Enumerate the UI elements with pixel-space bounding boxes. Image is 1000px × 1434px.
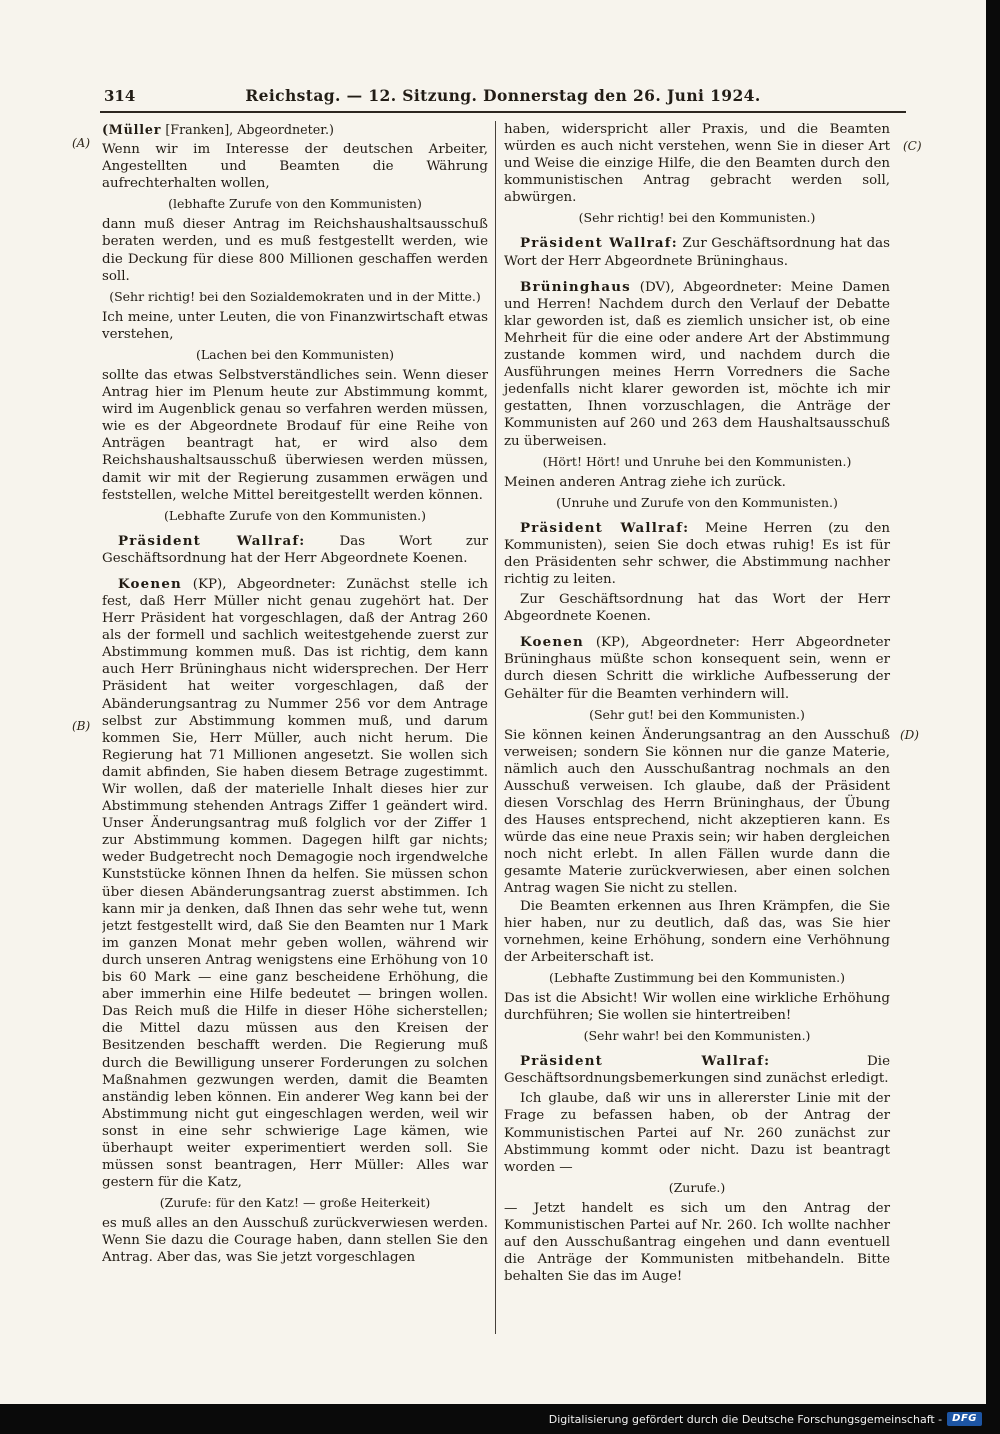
speaker-name: Brüninghaus bbox=[520, 278, 631, 295]
digitization-credit-text: Digitalisierung gefördert durch die Deutsche Forschungsgemeinschaft - bbox=[548, 1412, 943, 1426]
speech-paragraph: Koenen (KP), Abgeordneter: Zunächst stelle ich fest, daß Herr Müller nicht genau zugehört hat. Der Herr Präsident hat vorgeschlagen, daß der Antrag 260 als der formell und sachlich weitestgehende zuerst zur Abstimmung kommen muß. Das ist richtig, dem kann auch Herr Brüninghaus nicht widersprechen. Der Herr Präsident hat weiter vorgeschlagen, daß der Abänderungsantrag zu Nummer 256 vor dem Antrage selbst zur Abstimmung kommen muß, und darum kommen Sie, Herr Müller, auch nicht herum. Die Regierung hat 71 Millionen angesetzt. Sie wollen sich damit abfinden, Sie haben diesem Betrage zugestimmt. Wir wollen, daß der materielle Inhalt dieses hier zur Abstimmung stehenden Antrags Ziffer 1 geändert wird. Unser Änderungsantrag muß folglich vor der Ziffer 1 zur Abstimmung kommen. Dagegen hilft gar nichts; weder Budgetrecht noch Demagogie noch irgendwelche Kunststücke können Ihnen da helfen. Sie müssen schon über diesen Abänderungsantrag zuerst abstimmen. Ich kann mir ja denken, daß Ihnen das sehr wehe tut, wenn jetzt festgestellt wird, daß Sie den Beamten nur 1 Mark im ganzen Monat mehr geben wollen, während wir durch unseren Antrag wenigstens eine Erhöhung von 10 bis 60 Mark — eine ganz bescheidene Erhöhung, die aber immerhin eine Hilfe bedeutet — bringen wollen. Das Reich muß die Hilfe in dieser Höhe sicherstellen; die Mittel dazu müssen aus den Kreisen der Besitzenden beschafft werden. Die Regierung muß durch die Bewilligung unserer Forderungen zu solchen Maßnahmen gezwungen werden, damit die Beamten anständig leben können. Ein anderer Weg kann bei der Abstimmung nicht gut eingeschlagen werden, weil wir sonst in eine sehr schwierige Lage kämen, wie überhaupt weiter experimentiert werden soll. Sie müssen sonst beantragen, Herr Müller: Alles war gestern für die Katz, bbox=[102, 575, 488, 1191]
digitization-credit bbox=[549, 1412, 982, 1426]
speaker-continuation-note: (Müller [Franken], Abgeordneter.) bbox=[102, 122, 334, 137]
stage-direction: (lebhafte Zurufe von den Kommunisten) bbox=[168, 196, 422, 212]
stage-direction: (Sehr richtig! bei den Sozialdemokraten und in der Mitte.) bbox=[109, 288, 481, 304]
speech-paragraph: Präsident Wallraf: Zur Geschäftsordnung hat das Wort der Herr Abgeordnete Brüninghaus. bbox=[504, 235, 891, 269]
paragraph: Ich meine, unter Leuten, die von Finanzwirtschaft etwas verstehen, bbox=[102, 309, 488, 342]
margin-marker-a: (A) bbox=[72, 136, 91, 150]
speaker-name: Präsident Wallraf: bbox=[520, 235, 678, 252]
header-rule bbox=[100, 111, 906, 113]
scan-edge-right bbox=[986, 0, 1000, 1434]
paragraph: Wenn wir im Interesse der deutschen Arbeiter, Angestellten und Beamten die Währung aufrechterhalten wollen, bbox=[102, 142, 488, 192]
margin-marker-d: (D) bbox=[900, 728, 919, 742]
dfg-logo: DFG bbox=[947, 1412, 982, 1426]
paragraph: Das ist die Absicht! Wir wollen eine wirkliche Erhöhung durchführen; Sie wollen sie hintertreiben! bbox=[504, 990, 890, 1024]
stage-direction: (Unruhe und Zurufe von den Kommunisten.) bbox=[556, 494, 838, 510]
text-columns bbox=[102, 121, 904, 1334]
speaker-name: Präsident Wallraf: bbox=[520, 519, 690, 536]
paragraph: Sie können keinen Änderungsantrag an den Ausschuß verweisen; sondern Sie können nur die ganze Materie, nämlich auch den Ausschußantrag nochmals an den Ausschuß verweisen. Ich glaube, daß der Präsident diesen Vorschlag des Herrn Brüninghaus, der Übung des Hauses entsprechend, nicht akzeptieren kann. Es würde das eine neue Praxis sein; wir haben dergleichen noch nicht erlebt. In allen Fällen wurde dann die gesamte Materie zurückverwiesen, aber einen solchen Antrag wagen Sie nicht zu stellen. bbox=[504, 727, 890, 897]
paragraph: es muß alles an den Ausschuß zurückverwiesen werden. Wenn Sie dazu die Courage haben, dann stellen Sie den Antrag. Aber das, was Sie jetzt vorgeschlagen bbox=[102, 1216, 488, 1266]
paragraph: — Jetzt handelt es sich um den Antrag der Kommunistischen Partei auf Nr. 260. Ich wollte nachher auf den Ausschußantrag eingehen und dann eventuell die Anträge der Kommunisten mitbehandeln. Bitte behalten Sie das im Auge! bbox=[504, 1200, 890, 1285]
paragraph: Zur Geschäftsordnung hat das Wort der Herr Abgeordnete Koenen. bbox=[504, 592, 890, 625]
page-header bbox=[102, 86, 904, 108]
right-column bbox=[504, 121, 890, 1334]
page-header-title: Reichstag. — 12. Sitzung. Donnerstag den 26. Juni 1924. bbox=[245, 86, 761, 105]
stage-direction: (Lebhafte Zurufe von den Kommunisten.) bbox=[164, 507, 426, 523]
speech-paragraph: Brüninghaus (DV), Abgeordneter: Meine Damen und Herren! Nachdem durch den Verlauf der Debatte klar geworden ist, daß es ziemlich unsicher ist, ob eine Mehrheit für die eine oder andere Art der Abstimmung zustande kommen wird, und nachdem durch die Ausführungen meines Herrn Vorredners die Sache jedenfalls nicht klarer geworden ist, möchte ich mir gestatten, Ihnen vorzuschlagen, die Anträge der Kommunisten auf 260 und 263 dem Haushaltsausschuß zu überweisen. bbox=[504, 278, 890, 449]
speaker-name: (Müller bbox=[102, 122, 162, 137]
margin-marker-b: (B) bbox=[72, 719, 91, 733]
stage-direction: (Zurufe.) bbox=[668, 1179, 726, 1195]
paragraph: haben, widerspricht aller Praxis, und die Beamten würden es auch nicht verstehen, wenn Sie in dieser Art und Weise die einzige Hilfe, die den Beamten durch den kommunistischen Antrag gebracht werden soll, abwürgen. bbox=[504, 122, 890, 206]
column-divider bbox=[495, 121, 496, 1334]
paragraph: Meinen anderen Antrag ziehe ich zurück. bbox=[504, 474, 786, 490]
stage-direction: (Lebhafte Zustimmung bei den Kommunisten.) bbox=[549, 969, 845, 985]
speech-paragraph: Präsident Wallraf: Das Wort zur Geschäftsordnung hat der Herr Abgeordnete Koenen. bbox=[102, 532, 488, 566]
margin-marker-c: (C) bbox=[903, 139, 922, 153]
speech-paragraph: Präsident Wallraf: Die Geschäftsordnungsbemerkungen sind zunächst erledigt. bbox=[504, 1053, 891, 1087]
speech-paragraph: Koenen (KP), Abgeordneter: Herr Abgeordneter Brüninghaus müßte schon konsequent sein, wenn er durch diesen Schritt die wirkliche Aufbesserung der Gehälter für die Beamten verhindern will. bbox=[504, 634, 890, 702]
paragraph: Ich glaube, daß wir uns in allererster Linie mit der Frage zu befassen haben, ob der Antrag der Kommunistischen Partei auf Nr. 260 zunächst zur Abstimmung kommt oder nicht. Dazu ist beantragt worden — bbox=[504, 1091, 890, 1175]
page-number: 314 bbox=[104, 87, 136, 105]
speaker-name: Koenen bbox=[520, 634, 584, 651]
left-column bbox=[102, 121, 488, 1334]
paragraph: sollte das etwas Selbstverständliches sein. Wenn dieser Antrag hier im Plenum heute zur Abstimmung kommt, wird im Augenblick genau so verfahren werden müssen, wie es der Abgeordnete Brodauf für eine Reihe von Anträgen beantragt hat, er wird also dem Reichshaushaltsausschuß überwiesen werden müssen, damit wir mit der Regierung zusammen erwägen und feststellen, welche Mittel bereitgestellt werden können. bbox=[102, 367, 488, 503]
speaker-name: Koenen bbox=[118, 575, 182, 592]
stage-direction: (Sehr wahr! bei den Kommunisten.) bbox=[583, 1028, 811, 1044]
stage-direction: (Sehr gut! bei den Kommunisten.) bbox=[589, 706, 805, 722]
stage-direction: (Lachen bei den Kommunisten) bbox=[196, 346, 394, 362]
paragraph: dann muß dieser Antrag im Reichshaushaltsausschuß beraten werden, und es muß festgestellt werden, wie die Deckung für diese 800 Millionen geschaffen werden soll. bbox=[102, 217, 488, 284]
speech-paragraph: Präsident Wallraf: Meine Herren (zu den Kommunisten), seien Sie doch etwas ruhig! Es ist für den Präsidenten sehr schwer, die Abstimmung nachher richtig zu leiten. bbox=[504, 519, 890, 587]
stage-direction: (Sehr richtig! bei den Kommunisten.) bbox=[578, 210, 816, 226]
paragraph: Die Beamten erkennen aus Ihren Krämpfen, die Sie hier haben, nur zu deutlich, daß das, was Sie hier vornehmen, keine Erhöhung, sondern eine Verhöhnung der Arbeiterschaft ist. bbox=[504, 898, 890, 965]
speaker-name: Präsident Wallraf: bbox=[118, 532, 306, 549]
speaker-name: Präsident Wallraf: bbox=[520, 1053, 771, 1070]
stage-direction: (Zurufe: für den Katz! — große Heiterkeit) bbox=[159, 1195, 431, 1211]
stage-direction: (Hört! Hört! und Unruhe bei den Kommunisten.) bbox=[542, 453, 852, 469]
